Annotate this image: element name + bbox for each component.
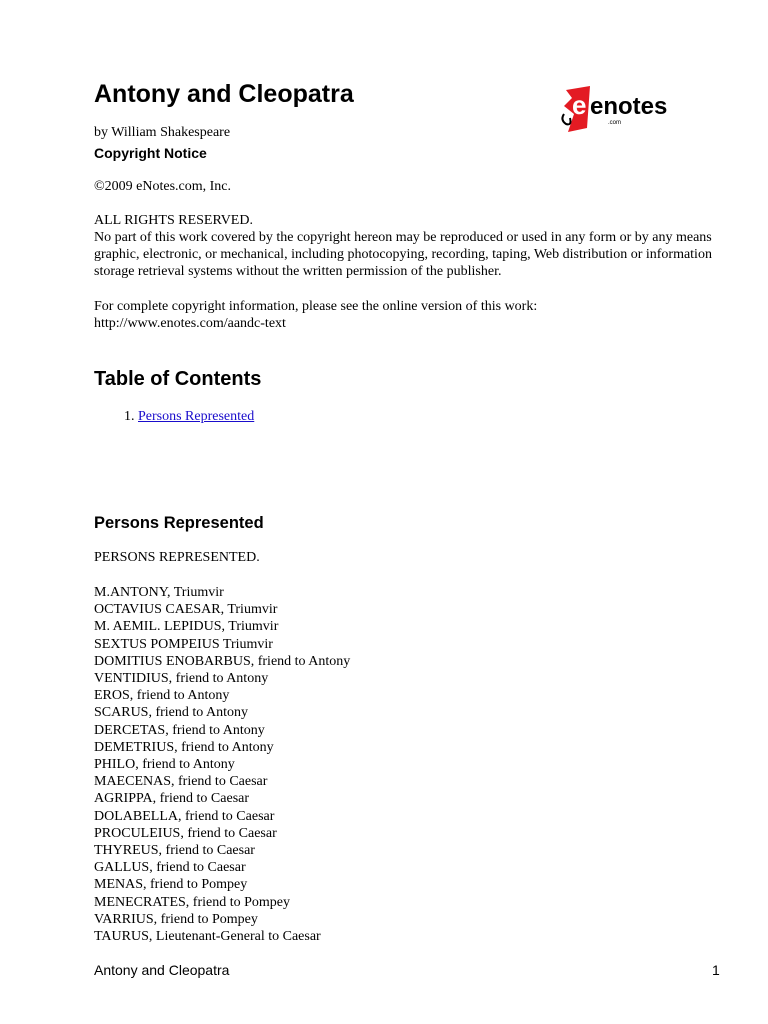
copyright-heading: Copyright Notice (94, 145, 207, 161)
copyright-line (94, 178, 734, 195)
toc-list (124, 408, 254, 426)
logo-e-letter: e (572, 90, 587, 120)
person-item: DERCETAS, friend to Antony (94, 722, 265, 738)
person-item: MENECRATES, friend to Pompey (94, 894, 290, 910)
logo-subtext: .com (608, 120, 622, 126)
rights-line: ALL RIGHTS RESERVED. (94, 213, 253, 228)
toc-heading: Table of Contents (94, 368, 262, 390)
person-item: PROCULEIUS, friend to Caesar (94, 825, 277, 841)
person-item: M.ANTONY, Triumvir (94, 585, 224, 600)
section-heading: Persons Represented (94, 514, 264, 532)
person-item: OCTAVIUS CAESAR, Triumvir (94, 602, 278, 618)
logo-swirl (562, 114, 570, 124)
person-item: VARRIUS, friend to Pompey (94, 911, 258, 927)
footer-page-number: 1 (712, 962, 720, 978)
document-title: Antony and Cleopatra (94, 80, 354, 108)
rights-paragraph (94, 212, 734, 280)
person-item: AGRIPPA, friend to Caesar (94, 791, 250, 807)
person-item: GALLUS, friend to Caesar (94, 860, 246, 876)
footer-title: Antony and Cleopatra (94, 962, 230, 978)
online-info-url: http://www.enotes.com/aandc-text (94, 316, 286, 331)
online-info-line: For complete copyright information, please see the online version of this work: (94, 299, 538, 314)
person-item: SEXTUS POMPEIUS Triumvir (94, 636, 273, 652)
copyright-text: ©2009 eNotes.com, Inc. (94, 179, 231, 194)
person-item: THYREUS, friend to Caesar (94, 843, 255, 859)
rights-line: graphic, electronic, or mechanical, including photocopying, recording, taping, Web distribution or information (94, 247, 712, 262)
online-info-paragraph (94, 298, 734, 332)
person-item: MAECENAS, friend to Caesar (94, 774, 268, 790)
person-item: EROS, friend to Antony (94, 688, 230, 704)
persons-label: PERSONS REPRESENTED. (94, 550, 260, 565)
persons-list (94, 584, 350, 945)
author-line: by William Shakespeare (94, 125, 231, 140)
person-item: TAURUS, Lieutenant-General to Caesar (94, 929, 321, 945)
person-item: DOMITIUS ENOBARBUS, friend to Antony (94, 653, 351, 669)
logo-text: enotes (590, 93, 668, 120)
person-item: DEMETRIUS, friend to Antony (94, 739, 274, 755)
toc-item-number: 1. (124, 409, 135, 424)
person-item: M. AEMIL. LEPIDUS, Triumvir (94, 619, 279, 635)
person-item: MENAS, friend to Pompey (94, 877, 248, 893)
rights-line: storage retrieval systems without the written permission of the publisher. (94, 264, 502, 279)
person-item: VENTIDIUS, friend to Antony (94, 671, 269, 687)
person-item: PHILO, friend to Antony (94, 757, 235, 773)
rights-line: No part of this work covered by the copyright hereon may be reproduced or used in any form or by any means (94, 230, 712, 245)
person-item: DOLABELLA, friend to Caesar (94, 808, 275, 824)
person-item: SCARUS, friend to Antony (94, 705, 249, 721)
toc-link-persons-represented[interactable]: Persons Represented (138, 409, 255, 424)
enotes-logo (560, 84, 680, 136)
